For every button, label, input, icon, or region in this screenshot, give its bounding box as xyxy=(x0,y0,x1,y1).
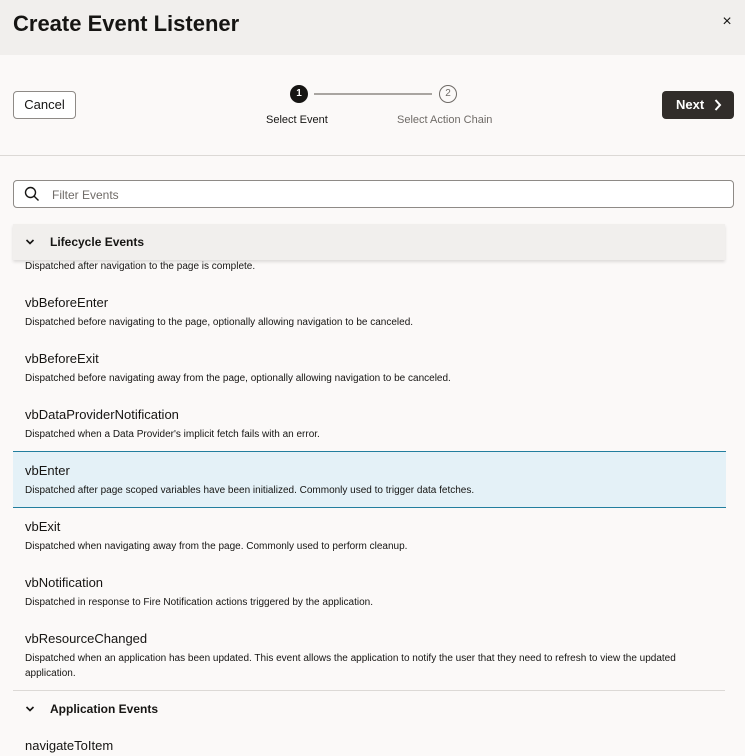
filter-events-field[interactable] xyxy=(13,180,734,208)
event-name: vbNotification xyxy=(25,575,104,590)
event-name: vbExit xyxy=(25,519,61,534)
list-item-vbenter[interactable] xyxy=(13,451,726,508)
search-icon xyxy=(24,186,40,202)
event-name: vbDataProviderNotification xyxy=(25,407,179,422)
list-item-vbdataprovidernotification[interactable] xyxy=(13,407,725,442)
event-name: vbBeforeEnter xyxy=(25,295,109,310)
close-icon[interactable]: × xyxy=(722,13,732,30)
step-2-label: Select Action Chain xyxy=(397,114,493,126)
step-1-indicator: 1 xyxy=(290,85,308,103)
group-header-application-events[interactable] xyxy=(13,690,725,726)
list-item-vbnotification[interactable] xyxy=(13,575,725,610)
group-label: Lifecycle Events xyxy=(50,235,145,249)
list-item-vbbeforeenter[interactable] xyxy=(13,295,725,330)
list-item-desc-partial: Dispatched after navigation to the page is complete. xyxy=(25,261,256,272)
next-button-label: Next xyxy=(676,97,705,112)
step-1-label: Select Event xyxy=(266,114,328,126)
event-name: vbBeforeExit xyxy=(25,351,99,366)
wizard-toolbar xyxy=(0,55,745,156)
dialog-header xyxy=(0,0,745,55)
event-description: Dispatched before navigating away from the page, optionally allowing navigation to be canceled. xyxy=(25,373,451,384)
step-connector xyxy=(314,93,432,95)
filter-events-input[interactable] xyxy=(50,181,724,209)
list-item-navigatetoitem[interactable] xyxy=(13,738,725,753)
event-description: Dispatched after page scoped variables have been initialized. Commonly used to trigger data fetches. xyxy=(25,485,475,496)
step-2-indicator: 2 xyxy=(439,85,457,103)
next-button[interactable] xyxy=(662,91,734,119)
list-item-vbbeforeexit[interactable] xyxy=(13,351,725,386)
list-item-vbresourcechanged[interactable] xyxy=(13,631,725,681)
chevron-down-icon xyxy=(25,236,35,246)
cancel-button[interactable]: Cancel xyxy=(13,91,76,119)
event-description: Dispatched when a Data Provider's implicit fetch fails with an error. xyxy=(25,429,320,440)
event-name: vbEnter xyxy=(25,463,70,478)
event-name: navigateToItem xyxy=(25,738,114,753)
dialog-title: Create Event Listener xyxy=(13,11,240,36)
event-name: vbResourceChanged xyxy=(25,631,148,646)
group-label: Application Events xyxy=(50,702,159,716)
group-header-lifecycle-events[interactable] xyxy=(13,224,725,260)
list-item-vbexit[interactable] xyxy=(13,519,725,554)
event-description: Dispatched before navigating to the page, optionally allowing navigation to be canceled. xyxy=(25,317,414,328)
event-description: Dispatched when navigating away from the page. Commonly used to perform cleanup. xyxy=(25,541,408,552)
chevron-down-icon xyxy=(25,703,35,713)
chevron-right-icon xyxy=(714,91,722,128)
event-description: Dispatched in response to Fire Notification actions triggered by the application. xyxy=(25,597,373,608)
event-description: Dispatched when an application has been updated. This event allows the application to notify the user that they need to refresh to view the updated application. xyxy=(25,653,676,679)
